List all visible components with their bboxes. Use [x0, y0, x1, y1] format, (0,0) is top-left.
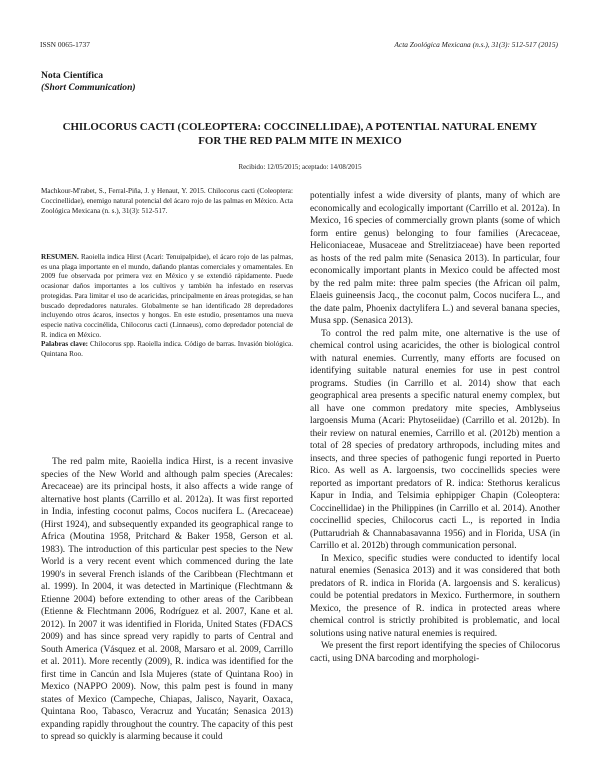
- journal-citation: Acta Zoológica Mexicana (n.s.), 31(3): 512-517 (2015): [394, 40, 558, 49]
- title-line-2: FOR THE RED PALM MITE IN MEXICO: [198, 135, 402, 147]
- body-right-column: [310, 190, 560, 665]
- received-date: Recibido: 12/05/2015; aceptado: 14/08/2015: [238, 164, 362, 171]
- keywords-label: Palabras clave:: [41, 340, 89, 349]
- paragraph: We present the first report identifying the species of Chilocorus cacti, using DNA barcoding and morphologi-: [310, 641, 560, 664]
- paragraph: potentially infest a wide diversity of plants, many of which are economically and ecologically important (Carrillo et al. 2012a). In Mexico, 16 species of commercially grown plants (some of which form entire genus) belonging to four families (Arecaceae, Heliconiaceae, Musaceae and Strelitziaceae) have been reported as hosts of the red palm mite (Senasica 2013). In particular, four economically important plants in Mexico could be affected most by the red palm mite: three palm species (the African oil palm, Elaeis guineensis Jacq., the coconut palm, Cocos nucifera L., and the date palm, Phoenix dactylifera L.) and several banana species, Musa spp. (Senasica 2013).: [310, 191, 560, 326]
- section-label: [41, 70, 136, 94]
- resumen: [41, 253, 293, 360]
- section-title: Nota Científica: [41, 70, 104, 81]
- body-left-column: [41, 456, 293, 744]
- resumen-label: RESUMEN.: [41, 253, 79, 261]
- resumen-text: Raoiella indica Hirst (Acari: Tenuipalpidae), el ácaro rojo de las palmas, es una plaga importante en el mundo, dañando plantas comerciales y ornamentales. En 2009 fue observada por primera vez en México y se extendió rápidamente. Puede ocasionar daños importantes a los cultivos y también ha infestado en reservas protegidas. Para limitar el uso de acaricidas, principalmente en áreas protegidas, se han buscado depredadores naturales. Globalmente se han identificado 28 depredadores incluyendo otros ácaros, insectos y hongos. En este estudio, presentamos una nueva especie nativa coccinélida, Chilocorus cacti (Linnaeus), como depredador potencial de R. indica en México.: [41, 253, 294, 339]
- paragraph: The red palm mite, Raoiella indica Hirst, is a recent invasive species of the New World and although palm species (Arecales: Arecaceae) are its principal hosts, it also affects a wide range of alternative host plants (Carrillo et al. 2012a). It was first reported in India, infesting coconut palms, Cocos nucifera L. (Arecaceae) (Hirst 1924), and subsequently expanded its geographical range to Africa (Moutina 1958, Pritchard & Baker 1958, Gerson et al. 1983). The introduction of this particular pest species to the New World is a very recent event which commenced during the late 1990's in several French islands of the Caribbean (Flechtmann et al. 1999). In 2004, it was detected in Martinique (Flechtmann & Etienne 2004) before extending to other areas of the Caribbean (Etienne & Flechtmann 2006, Rodríguez et al. 2007, Kane et al. 2012). In 2007 it was identified in Florida, United States (FDACS 2009) and has since spread very rapidly to parts of Central and South America (Vásquez et al. 2008, Marsaro et al. 2009, Carrillo et al. 2011). More recently (2009), R. indica was identified for the first time in Cancún and Isla Mujeres (state of Quintana Roo) in Mexico (NAPPO 2009). Now, this palm pest is found in many states of Mexico (Campeche, Chiapas, Jalisco, Nayarit, Oaxaca, Quintana Roo, Tabasco, Veracruz and Yucatán; Senasica 2013) expanding rapidly throughout the country. The capacity of this pest to spread so quickly is alarming because it could: [41, 457, 293, 742]
- section-subtitle: (Short Communication): [41, 82, 136, 93]
- paragraph: To control the red palm mite, one alternative is the use of chemical control using acaricides, the other is biological control with natural enemies. Currently, many efforts are focused on identifying suitable natural enemies for use in pest control programs. Studies (in Carrillo et al. 2014) show that each geographical area presents a specific natural enemy complex, but all have one common predatory mite species, Amblyseius largoensis Muma (Acari: Phytoseiidae) (Carrillo et al. 2012b). In their review on natural enemies, Carrillo et al. (2012b) mention a total of 28 species of predatory arthropods, including mites and insects, and three species of pathogenic fungi reported in Puerto Rico. As well as A. largoensis, two coccinellids species were reported as important predators of R. indica: Stethorus keralicus Kapur in India, and Telsimia ephippiger Chapin (Coleoptera: Coccinellidae) in the Philippines (in Carrillo et al. 2014). Another coccinellid species, Chilocorus cacti L., is reported in India (Puttarudriah & Channabasavanna 1956) and in Florida, USA (in Carrillo et al. 2012b) through communication personal.: [310, 328, 560, 551]
- paragraph: In Mexico, specific studies were conducted to identify local natural enemies (Senasica 2013) and it was considered that both predators of R. indica in Florida (A. largoensis and S. keralicus) could be potential predators in Mexico. Furthermore, in southern Mexico, the presence of R. indica in protected areas where chemical control is strictly prohibited is problematic, and local solutions using native natural enemies is required.: [310, 553, 560, 639]
- title-line-1: CHILOCORUS CACTI (COLEOPTERA: COCCINELLIDAE), A POTENTIAL NATURAL ENEMY: [62, 121, 538, 133]
- reference: Machkour-M'rabet, S., Ferral-Piña, J. y Henaut, Y. 2015. Chilocorus cacti (Coleoptera: Coccinellidae), enemigo natural potencial del ácaro rojo de las palmas en México. Acta Zoológica Mexicana (n. s.), 31(3): 512-517.: [41, 187, 293, 216]
- article-title: [40, 120, 560, 148]
- issn: ISSN 0065-1737: [40, 40, 90, 49]
- keywords: Chilocorus spp. Raoiella indica. Código de barras. Invasión biológica. Quintana Roo.: [41, 340, 293, 359]
